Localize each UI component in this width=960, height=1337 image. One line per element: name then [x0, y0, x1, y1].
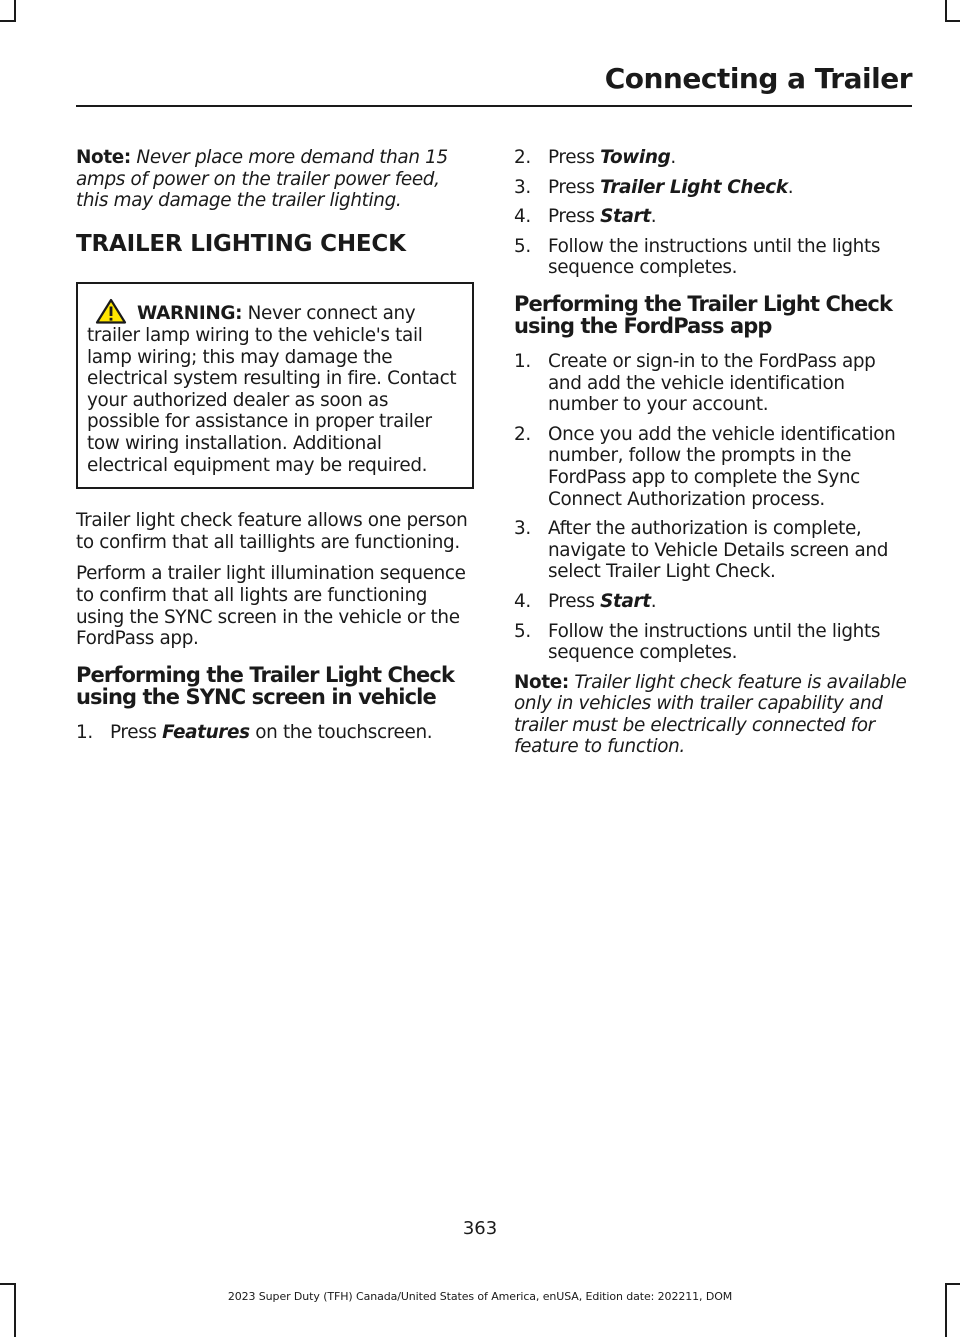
- step-number: 4.: [514, 590, 531, 612]
- step-text: Create or sign-in to the FordPass app and add the vehicle identification number to your account.: [548, 350, 876, 416]
- step-text: [548, 206, 912, 228]
- step-text: Follow the instructions until the lights sequence completes.: [548, 620, 881, 664]
- note-feature-availability: [514, 672, 912, 758]
- crop-mark-top-left: [14, 0, 16, 22]
- crop-mark-top-right-h: [945, 20, 960, 22]
- step-text-pre: Press: [548, 590, 601, 612]
- right-column: [514, 147, 912, 768]
- list-item: [76, 722, 474, 744]
- subhead-fordpass-app: Performing the Trailer Light Check using the FordPass app: [514, 291, 893, 338]
- step-text-pre: Press: [548, 147, 601, 168]
- paragraph-feature-description: Trailer light check feature allows one person to confirm that all taillights are functioning.: [76, 510, 468, 553]
- crop-mark-top-right: [945, 0, 947, 22]
- warning-label: WARNING:: [137, 303, 243, 325]
- warning-box: [76, 282, 474, 489]
- list-item: [514, 236, 912, 279]
- warning-triangle-icon: [95, 298, 127, 324]
- warning-text: Never connect any trailer lamp wiring to the vehicle's tail lamp wiring; this may damage the electrical system resulting in fire. Contact your authorized dealer as soon as possible for assistance in proper trailer tow wiring installation. Additional electrical equipment may be required.: [87, 303, 457, 476]
- sync-steps-list-continued: [514, 147, 912, 279]
- step-reference: Trailer Light Check: [600, 176, 788, 198]
- note-text: Trailer light check feature is available only in vehicles with trailer capability and trailer must be electrically connected for feature to function.: [514, 671, 907, 758]
- list-item: [514, 147, 912, 169]
- page-number: 363: [462, 1218, 498, 1239]
- step-number: 2.: [514, 147, 531, 168]
- step-number: 1.: [76, 721, 93, 743]
- note-trailer-power: [76, 147, 474, 212]
- sync-steps-list-start: [76, 722, 474, 744]
- list-item: [514, 177, 912, 199]
- step-text: [548, 591, 912, 613]
- list-item: [514, 424, 912, 510]
- step-text: [548, 177, 912, 199]
- fordpass-steps-list: [514, 351, 912, 664]
- crop-mark-bottom-left-h: [0, 1283, 16, 1285]
- step-number: 3.: [514, 176, 531, 198]
- step-number: 3.: [514, 518, 531, 540]
- header-rule: [76, 105, 912, 107]
- edition-footer: 2023 Super Duty (TFH) Canada/United States of America, enUSA, Edition date: 202211, DOM: [227, 1290, 733, 1303]
- section-title: TRAILER LIGHTING CHECK: [76, 230, 406, 257]
- note-label: Note:: [514, 671, 569, 693]
- paragraph-perform-sequence: Perform a trailer light illumination sequence to confirm that all lights are functioning using the SYNC screen in the vehicle or the FordPass app.: [76, 563, 466, 650]
- step-text-post: on the touchscreen.: [249, 721, 433, 743]
- subhead-sync-screen: Performing the Trailer Light Check using the SYNC screen in vehicle: [76, 662, 455, 709]
- list-item: [514, 591, 912, 613]
- list-item: [514, 621, 912, 664]
- step-text-pre: Press: [548, 206, 601, 228]
- step-text: [548, 147, 912, 169]
- step-text: Once you add the vehicle identification number, follow the prompts in the FordPass app to complete the Sync Connect Authorization process.: [548, 423, 896, 510]
- note-label: Note:: [76, 147, 131, 168]
- step-number: 1.: [514, 350, 531, 372]
- step-text-pre: Press: [110, 721, 163, 743]
- crop-mark-bottom-right-h: [945, 1283, 960, 1285]
- left-column: [76, 147, 474, 751]
- step-reference: Start: [600, 206, 651, 228]
- step-text: After the authorization is complete, navigate to Vehicle Details screen and select Trailer Light Check.: [548, 518, 889, 583]
- page-header-title: Connecting a Trailer: [604, 62, 912, 95]
- step-text-post: .: [650, 206, 657, 228]
- step-number: 5.: [514, 620, 531, 642]
- step-number: 2.: [514, 423, 531, 445]
- step-text: Follow the instructions until the lights sequence completes.: [548, 235, 881, 279]
- list-item: [514, 351, 912, 416]
- list-item: [514, 518, 912, 583]
- step-text-pre: Press: [548, 176, 601, 198]
- crop-mark-top-left-h: [0, 20, 16, 22]
- step-text-post: .: [787, 176, 794, 198]
- step-text: [110, 722, 474, 744]
- step-number: 5.: [514, 235, 531, 257]
- step-text-post: .: [650, 590, 657, 612]
- note-text: Never place more demand than 15 amps of power on the trailer power feed, this may damage the trailer lighting.: [76, 147, 448, 212]
- step-reference: Features: [162, 721, 250, 743]
- step-number: 4.: [514, 206, 531, 228]
- step-text-post: .: [670, 147, 676, 168]
- step-reference: Start: [600, 590, 651, 612]
- list-item: [514, 206, 912, 228]
- step-reference: Towing: [600, 147, 671, 168]
